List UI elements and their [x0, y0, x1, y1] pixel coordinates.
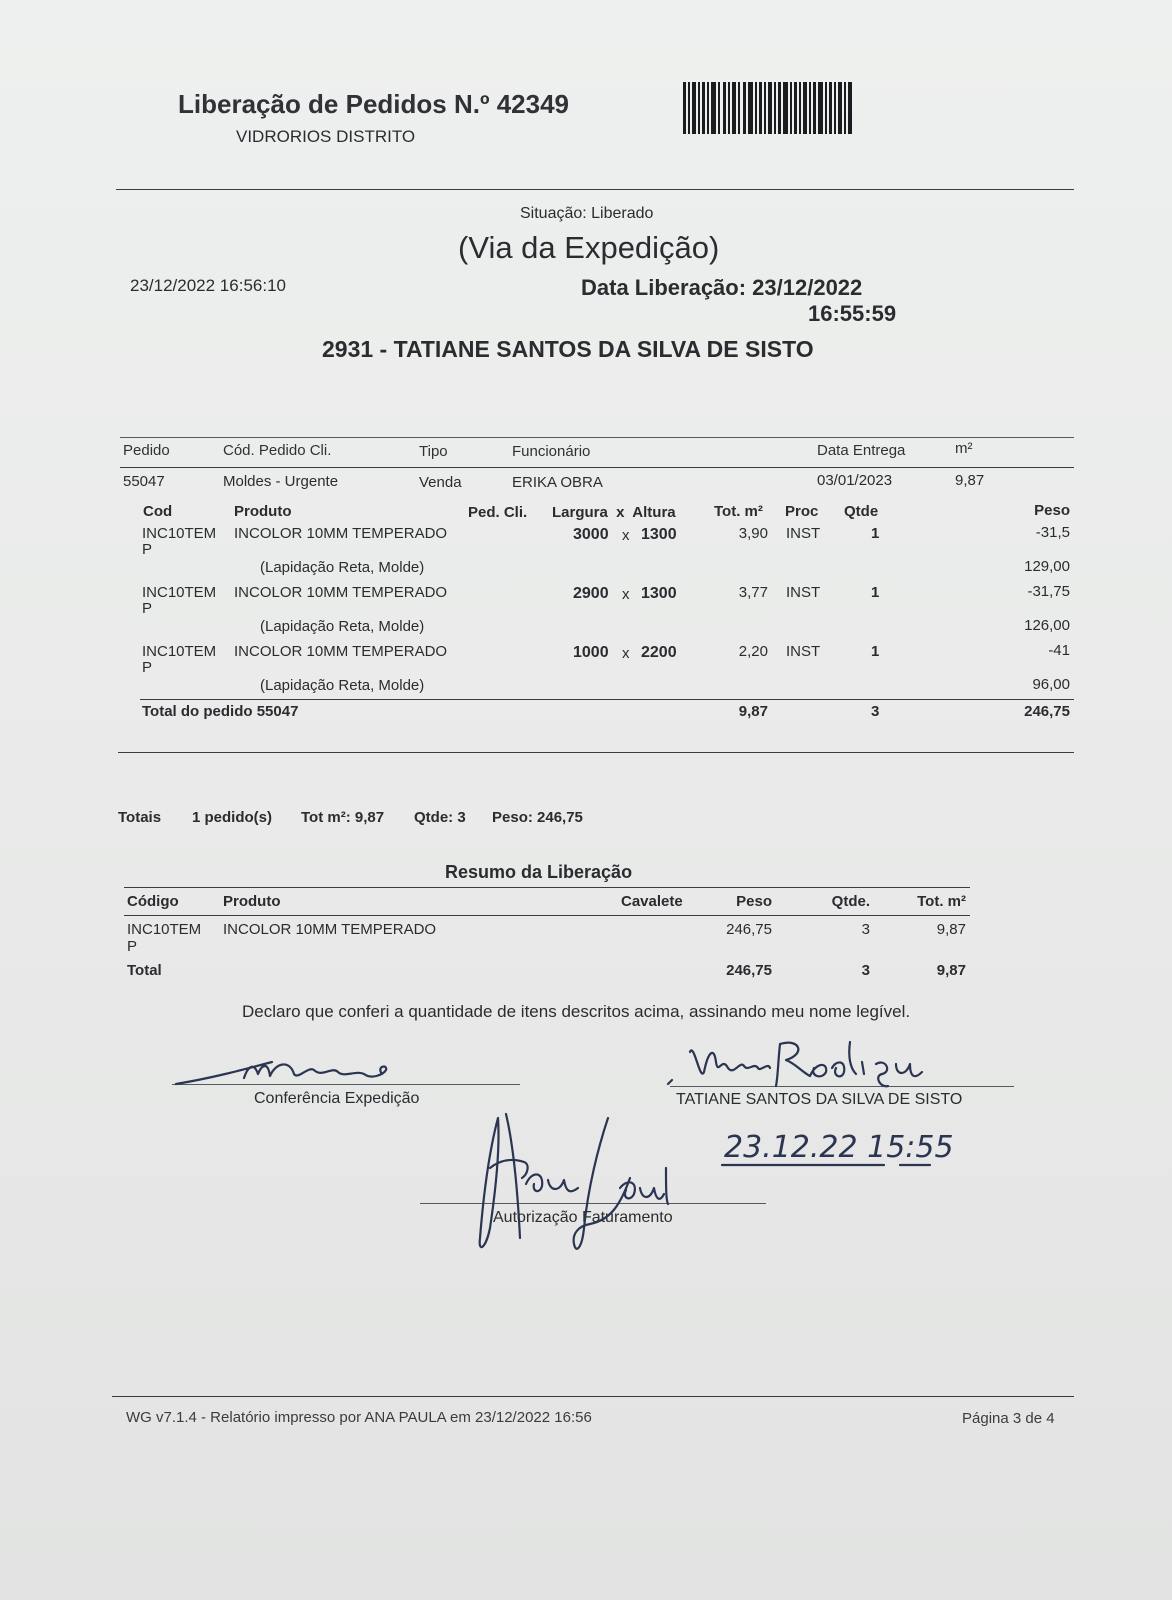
signature-label-autorizacao: Autorização Faturamento: [493, 1209, 673, 1226]
signature-label-cliente: TATIANE SANTOS DA SILVA DE SISTO: [676, 1091, 963, 1108]
summary-total-tot-m2: 9,87: [936, 962, 966, 979]
print-datetime: 23/12/2022 16:56:10: [130, 276, 286, 295]
col-m2: m²: [955, 440, 973, 457]
order-data-entrega: 03/01/2023: [817, 472, 893, 489]
summary-total-qtde: 3: [861, 962, 870, 979]
item-peso-detalhe: 96,00: [1032, 676, 1070, 693]
item-cod: INC10TEM: [142, 584, 217, 601]
item-produto: INCOLOR 10MM TEMPERADO: [234, 643, 448, 660]
summary-header-divider: [124, 915, 970, 916]
item-altura: 2200: [641, 644, 677, 661]
order-total-qtde: 3: [871, 703, 880, 720]
order-total-peso: 246,75: [1024, 703, 1070, 720]
header-divider: [116, 189, 1074, 190]
items-col-peso: Peso: [1034, 502, 1070, 519]
page-title: Liberação de Pedidos N.º 42349: [178, 89, 569, 119]
footer-page-number: Página 3 de 4: [962, 1410, 1055, 1427]
item-peso: -31,5: [1035, 524, 1070, 541]
summary-col-codigo: Código: [127, 893, 179, 910]
order-total-label: Total do pedido 55047: [142, 703, 299, 720]
release-time: 16:55:59: [808, 301, 897, 326]
summary-codigo: INC10TEM: [127, 921, 202, 938]
summary-col-qtde: Qtde.: [831, 893, 870, 910]
col-cod-pedido-cli: Cód. Pedido Cli.: [223, 442, 332, 459]
totals-label: Totais: [118, 809, 162, 826]
company-name: VIDRORIOS DISTRITO: [236, 127, 416, 146]
item-proc: INST: [786, 525, 821, 542]
barcode-icon: [683, 82, 853, 134]
items-col-ped-cli: Ped. Cli.: [468, 504, 528, 521]
items-col-largura-altura: Largura x Altura: [552, 504, 676, 521]
item-cod-cont: P: [142, 541, 153, 558]
declaration-text: Declaro que conferi a quantidade de itens descritos acima, assinando meu nome legível.: [242, 1002, 911, 1021]
item-altura: 1300: [641, 585, 677, 602]
item-cod-cont: P: [142, 659, 153, 676]
item-proc: INST: [786, 584, 821, 601]
item-x: x: [622, 586, 630, 603]
items-col-proc: Proc: [785, 503, 819, 520]
item-x: x: [622, 527, 630, 544]
col-tipo: Tipo: [419, 443, 448, 460]
col-funcionario: Funcionário: [512, 443, 591, 460]
item-peso: -41: [1048, 642, 1070, 659]
client-name: 2931 - TATIANE SANTOS DA SILVA DE SISTO: [322, 336, 814, 362]
item-detalhe: (Lapidação Reta, Molde): [260, 618, 425, 635]
order-header-divider: [120, 467, 1074, 468]
order-pedido: 55047: [123, 473, 165, 490]
items-col-tot-m2: Tot. m²: [714, 503, 763, 520]
items-col-cod: Cod: [143, 503, 173, 520]
items-col-produto: Produto: [234, 503, 292, 520]
item-tot-m2: 3,77: [738, 584, 768, 601]
item-cod-cont: P: [142, 600, 153, 617]
summary-tot-m2: 9,87: [936, 921, 966, 938]
totals-qtde: Qtde: 3: [414, 809, 466, 826]
order-total-m2: 9,87: [738, 703, 768, 720]
signature-cliente-icon: [660, 1032, 940, 1094]
item-largura: 1000: [573, 644, 609, 661]
item-peso: -31,75: [1027, 583, 1070, 600]
item-tot-m2: 2,20: [738, 643, 768, 660]
totals-tot-m2: Tot m²: 9,87: [301, 809, 385, 826]
handwritten-date: 23.12.22 15:55: [724, 1130, 954, 1165]
totals-peso: Peso: 246,75: [492, 809, 583, 826]
item-cod: INC10TEM: [142, 643, 217, 660]
item-x: x: [622, 645, 630, 662]
item-largura: 3000: [573, 526, 609, 543]
via-title: (Via da Expedição): [458, 230, 720, 265]
summary-col-tot-m2: Tot. m²: [917, 893, 966, 910]
item-detalhe: (Lapidação Reta, Molde): [260, 559, 425, 576]
item-qtde: 1: [871, 525, 880, 542]
summary-col-produto: Produto: [223, 893, 281, 910]
summary-total-label: Total: [127, 962, 162, 979]
item-qtde: 1: [871, 584, 880, 601]
order-table-top-line: [120, 437, 1074, 438]
summary-col-cavalete: Cavalete: [621, 893, 683, 910]
totals-pedidos: 1 pedido(s): [192, 809, 273, 826]
summary-qtde: 3: [861, 921, 870, 938]
item-qtde: 1: [871, 643, 880, 660]
item-detalhe: (Lapidação Reta, Molde): [260, 677, 425, 694]
signature-conferencia-icon: [172, 1048, 412, 1088]
item-cod: INC10TEM: [142, 525, 217, 542]
order-m2: 9,87: [955, 472, 985, 489]
release-date: Data Liberação: 23/12/2022: [581, 275, 863, 300]
item-largura: 2900: [573, 585, 609, 602]
items-total-divider: [140, 699, 1074, 700]
handwritten-date-icon: [720, 1125, 1020, 1169]
summary-codigo-cont: P: [127, 938, 138, 955]
summary-produto: INCOLOR 10MM TEMPERADO: [223, 921, 437, 938]
summary-top-line: [124, 887, 970, 888]
item-peso-detalhe: 126,00: [1024, 617, 1070, 634]
order-section-divider: [118, 752, 1074, 753]
summary-peso: 246,75: [726, 921, 772, 938]
item-produto: INCOLOR 10MM TEMPERADO: [234, 525, 448, 542]
summary-col-peso: Peso: [736, 893, 772, 910]
order-funcionario: ERIKA OBRA: [512, 474, 603, 491]
status-text: Situação: Liberado: [520, 205, 654, 222]
item-proc: INST: [786, 643, 821, 660]
item-peso-detalhe: 129,00: [1024, 558, 1070, 575]
order-cod-pedido-cli: Moldes - Urgente: [223, 473, 339, 490]
col-pedido: Pedido: [123, 442, 170, 459]
summary-total-peso: 246,75: [726, 962, 772, 979]
footer-divider: [112, 1396, 1074, 1397]
item-altura: 1300: [641, 526, 677, 543]
summary-title: Resumo da Liberação: [445, 862, 633, 882]
item-produto: INCOLOR 10MM TEMPERADO: [234, 584, 448, 601]
footer-printed-by: WG v7.1.4 - Relatório impresso por ANA PAULA em 23/12/2022 16:56: [126, 1409, 592, 1426]
signature-label-conferencia: Conferência Expedição: [254, 1090, 420, 1107]
order-tipo: Venda: [419, 474, 462, 491]
signature-autorizacao-icon: [470, 1108, 680, 1258]
item-tot-m2: 3,90: [738, 525, 768, 542]
col-data-entrega: Data Entrega: [817, 442, 906, 459]
items-col-qtde: Qtde: [844, 503, 879, 520]
